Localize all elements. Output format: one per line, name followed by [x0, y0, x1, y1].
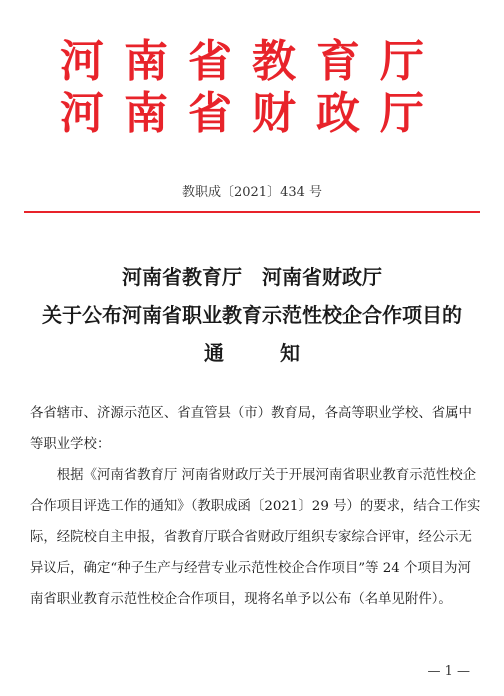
letterhead-line-finance: 河南省财政厅: [60, 88, 444, 139]
document-title: [0, 258, 504, 372]
body-paragraph: 根据《河南省教育厅 河南省财政厅关于开展河南省职业教育示范性校企合作项目评选工作的通知》（教职成函〔2021〕29 号）的要求，结合工作实际，经院校自主申报，省教育厅联合省财政厅组织专家综合评审，经公示无异议后，确定“种子生产与经营专业示范性校企合作项目”等 24 个项目为河南省职业教育示范性校企合作项目，现将名单予以公布（名单见附件）。: [30, 468, 481, 607]
title-line-1: 河南省教育厅 河南省财政厅: [122, 265, 382, 289]
recipients: 各省辖市、济源示范区、省直管县（市）教育局，各高等职业学校、省属中等职业学校：: [30, 406, 472, 452]
document-body: [30, 398, 482, 615]
document-number: 教职成〔2021〕434 号: [181, 185, 323, 200]
page-number: — 1 —: [427, 664, 470, 679]
title-line-3: 通知: [204, 341, 356, 365]
red-divider: [24, 211, 480, 213]
title-line-2: 关于公布河南省职业教育示范性校企合作项目的: [42, 303, 462, 327]
letterhead: [0, 36, 504, 140]
letterhead-line-education: 河南省教育厅: [60, 36, 444, 87]
